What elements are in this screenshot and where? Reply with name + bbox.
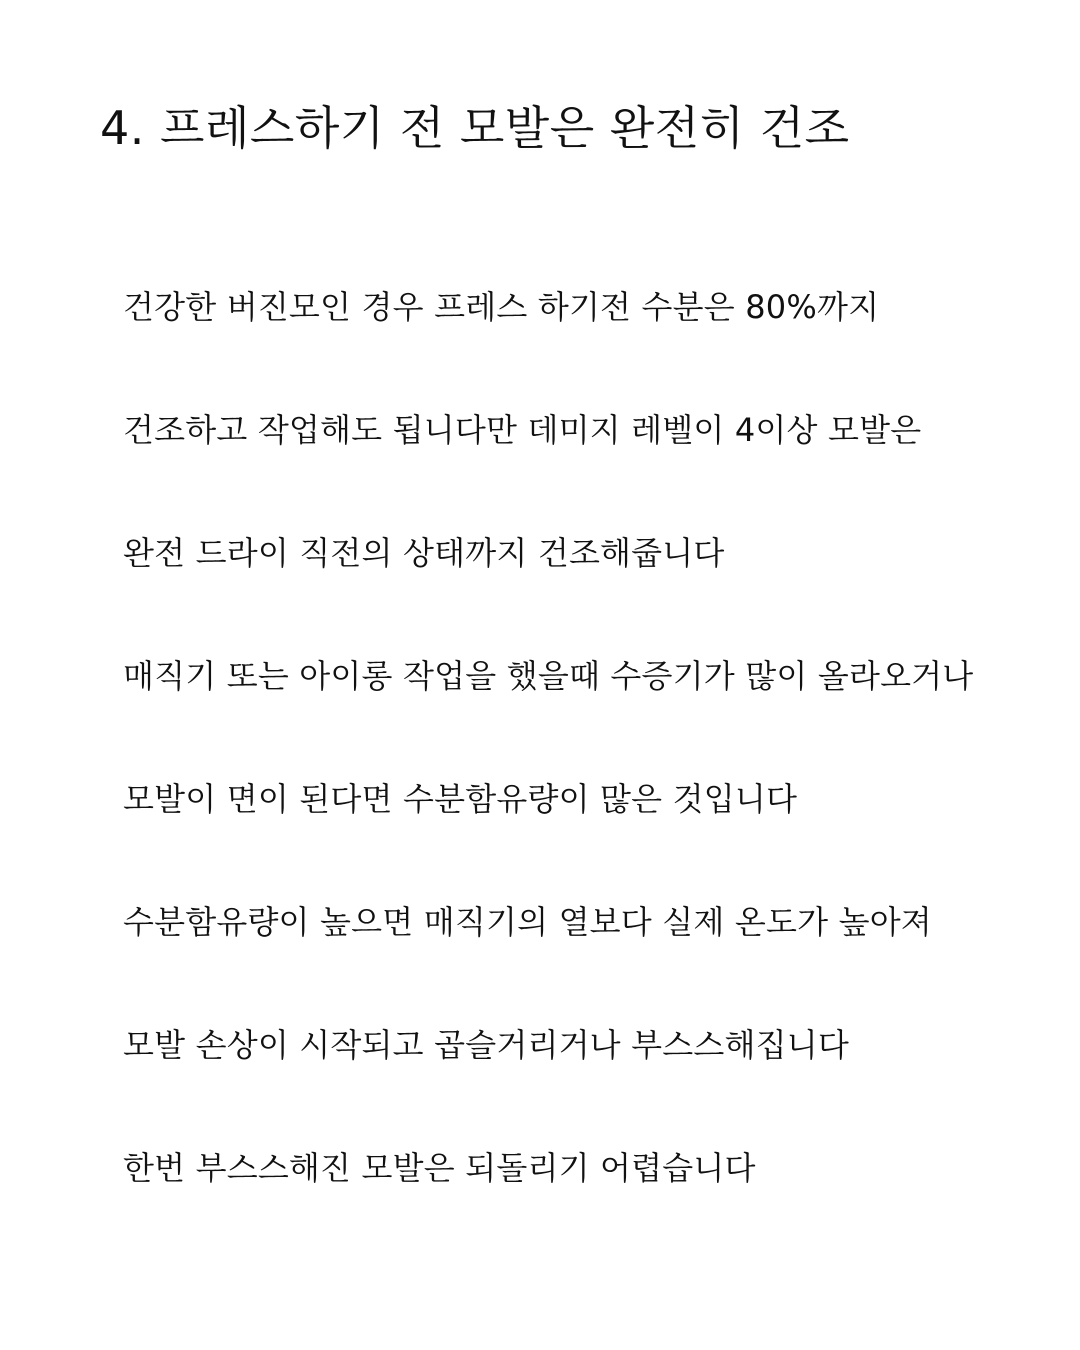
text-line: 모발 손상이 시작되고 곱슬거리거나 부스스해집니다: [123, 1026, 849, 1064]
text-line: 모발이 면이 된다면 수분함유량이 많은 것입니다: [123, 780, 798, 818]
text-line: 건강한 버진모인 경우 프레스 하기전 수분은 80%까지: [123, 288, 880, 326]
text-line: 매직기 또는 아이롱 작업을 했을때 수증기가 많이 올라오거나: [123, 657, 974, 695]
text-line: 수분함유량이 높으면 매직기의 열보다 실제 온도가 높아져: [123, 903, 932, 941]
body-text: [123, 277, 1023, 1261]
text-line: 완전 드라이 직전의 상태까지 건조해줍니다: [123, 534, 725, 572]
page-title: 4. 프레스하기 전 모발은 완전히 건조: [100, 101, 850, 155]
text-line: 건조하고 작업해도 됩니다만 데미지 레벨이 4이상 모발은: [123, 411, 922, 449]
text-line: 한번 부스스해진 모발은 되돌리기 어렵습니다: [123, 1149, 756, 1187]
